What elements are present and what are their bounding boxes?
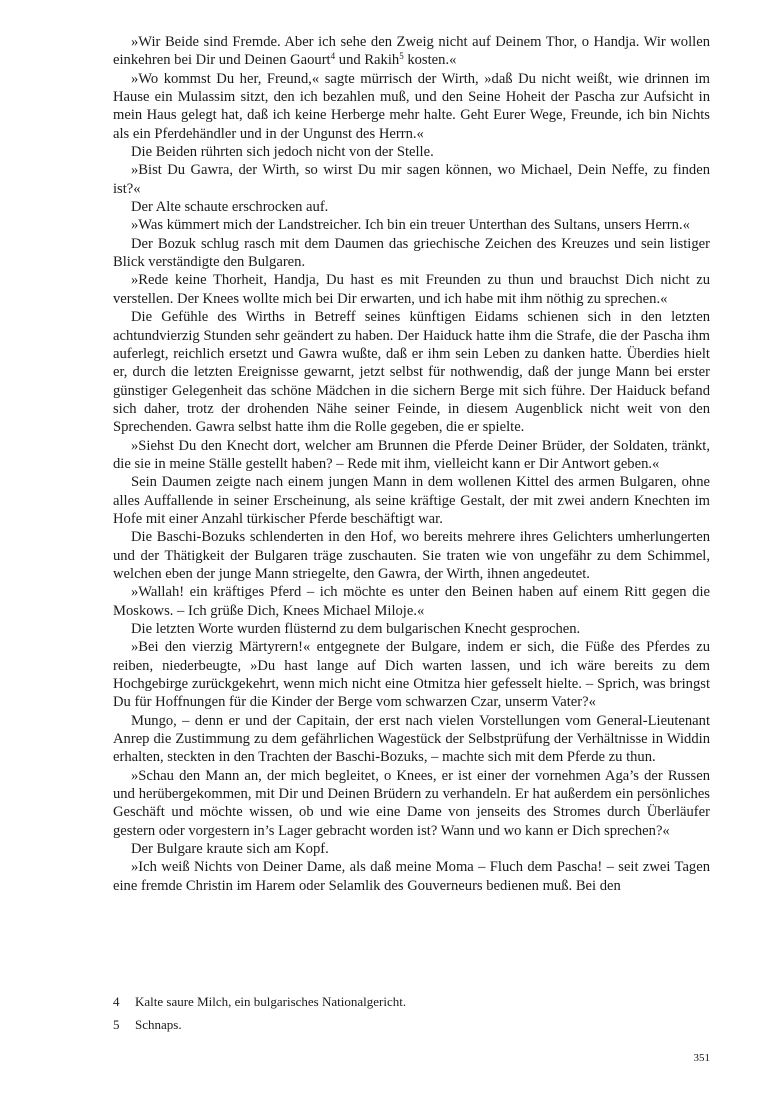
- paragraph: Die Beiden rührten sich jedoch nicht von der Stelle.: [131, 144, 434, 161]
- paragraph: »Bei den vierzig Märtyrern!« entgegnete der Bulgare, indem er sich, die Füße des Pferdes zu reiben, niederbeugte, »Du hast lange auf Dich warten lassen, und ich wäre bereits zu dem Hochgebirge zurückgekehrt, wenn mich nicht eine Otmitza hier gefesselt hielte. – Sprich, was bringst Du für Hoffnungen für die Kinder der Berge vom schwarzen Czar, unserm Vater?«: [113, 639, 710, 711]
- footnote-5: [113, 1016, 710, 1033]
- paragraph: »Wir Beide sind Fremde. Aber ich sehe den Zweig nicht auf Deinem Thor, o Handja. Wir wollen einkehren bei Dir und Deinen Gaourt$^4$ und Rakih$^5$ kosten.«: [113, 34, 710, 69]
- paragraph: »Was kümmert mich der Landstreicher. Ich bin ein treuer Unterthan des Sultans, unsers Herrn.«: [131, 217, 690, 234]
- paragraph: »Ich weiß Nichts von Deiner Dame, als daß meine Moma – Fluch dem Pascha! – seit zwei Tagen eine fremde Christin im Harem oder Selamlik des Gouverneurs bedienen muß. Bei den: [113, 859, 710, 894]
- footnote-number: 4: [113, 994, 120, 1009]
- paragraph: »Siehst Du den Knecht dort, welcher am Brunnen die Pferde Deiner Brüder, der Soldaten, tränkt, die sie in meine Ställe gestellt haben? – Rede mit ihm, vielleicht kann er Dir Antwort geben.«: [113, 437, 710, 472]
- footnote-ref-5[interactable]: 5: [399, 51, 404, 62]
- paragraph: »Rede keine Thorheit, Handja, Du hast es mit Freunden zu thun und brauchst Dich nicht zu verstellen. Der Knees wollte mich bei Dir erwarten, und ich habe mit ihm nöthig zu sprechen.«: [113, 272, 710, 307]
- paragraph: Sein Daumen zeigte nach einem jungen Mann in dem wollenen Kittel des armen Bulgaren, ohne alles Auffallende in seiner Erscheinung, als seine kräftige Gestalt, der mit zwei andern Knechten im Hofe mit einer Anzahl türkischer Pferde beschäftigt war.: [113, 474, 710, 527]
- paragraph: Der Alte schaute erschrocken auf.: [131, 199, 329, 216]
- paragraph: »Wallah! ein kräftiges Pferd – ich möchte es unter den Beinen haben auf einem Ritt gegen die Moskows. – Ich grüße Dich, Knees Michael Miloje.«: [113, 584, 710, 619]
- paragraph: Die letzten Worte wurden flüsternd zu dem bulgarischen Knecht gesprochen.: [131, 621, 581, 637]
- footnote-ref-4[interactable]: 4: [330, 51, 336, 62]
- paragraph: Die Gefühle des Wirths in Betreff seines künftigen Eidams schienen sich in den letzten achtundvierzig Stunden sehr geändert zu haben. Der Haiduck hatte ihm die Strafe, die der Pascha ihm auferlegt, reichlich ersetzt und Gawra wußte, daß er ihm sein Leben zu danken hatte. Überdies hielt er, durch die letzten Ereignisse gewarnt, jetzt selbst für nothwendig, daß der junge Mann bei erster günstiger Gelegenheit das schöne Mädchen in die sichern Berge mit sich führe. Der Haiduck befand sich daher, trotz der drohenden Nähe seiner Feinde, in diesem Augenblick nicht weit von den Sprechenden. Gawra selbst hatte ihm die Rolle gegeben, die er spielte.: [113, 309, 710, 436]
- paragraph: »Bist Du Gawra, der Wirth, so wirst Du mir sagen können, wo Michael, Dein Neffe, zu finden ist?«: [113, 162, 710, 197]
- footnote-text: Kalte saure Milch, ein bulgarisches Nationalgericht.: [135, 994, 407, 1009]
- paragraph: Der Bulgare kraute sich am Kopf.: [131, 841, 329, 858]
- paragraph: Mungo, – denn er und der Capitain, der erst nach vielen Vorstellungen vom General-Lieutenant Anrep die Zustimmung zu dem gefährlichen Wagestück der Selbstprüfung der Verhältnisse in Widdin erhalten, steckten in den Trachten der Baschi-Bozuks, – machte sich mit dem Pferde zu thun.: [113, 712, 710, 766]
- footnote-text: Schnaps.: [135, 1017, 182, 1032]
- footnote-number: 5: [113, 1017, 120, 1032]
- page-number: 351: [693, 1052, 710, 1064]
- page-body: [113, 33, 710, 895]
- footnote-4: [113, 993, 710, 1010]
- footnotes: [113, 993, 710, 1039]
- paragraph: »Schau den Mann an, der mich begleitet, o Knees, er ist einer der vornehmen Aga’s der Russen und herübergekommen, mit Dir und Deinen Brüdern zu verhandeln. Er hat außerdem ein persönliches Geschäft und möchte wissen, ob und wie eine Dame von jenseits des Stromes durch Überläufer gestern oder vorgestern in’s Lager gebracht worden ist? Wann und wo kann er Dich sprechen?«: [113, 767, 710, 839]
- paragraph: »Wo kommst Du her, Freund,« sagte mürrisch der Wirth, »daß Du nicht weißt, wie drinnen im Hause ein Mulassim sitzt, den ich bezahlen muß, und den Seine Hoheit der Pascha zur Aufsicht in mein Haus gelegt hat, daß ich keine Herberge mehr halte. Geht Eurer Wege, Freunde, ich bin Nichts als ein Pferdehändler und in der Ungunst des Herrn.«: [113, 70, 710, 142]
- paragraph: Der Bozuk schlug rasch mit dem Daumen das griechische Zeichen des Kreuzes und sein listiger Blick verständigte den Bulgaren.: [113, 235, 710, 271]
- paragraph: Die Baschi-Bozuks schlenderten in den Hof, wo bereits mehrere ihres Gelichters umherlungerten und der Thätigkeit der Bulgaren träge zuschauten. Sie traten wie von ungefähr zu dem Schimmel, welchen eben der junge Mann striegelte, den Gawra, der Wirth, ihnen angedeutet.: [113, 529, 710, 582]
